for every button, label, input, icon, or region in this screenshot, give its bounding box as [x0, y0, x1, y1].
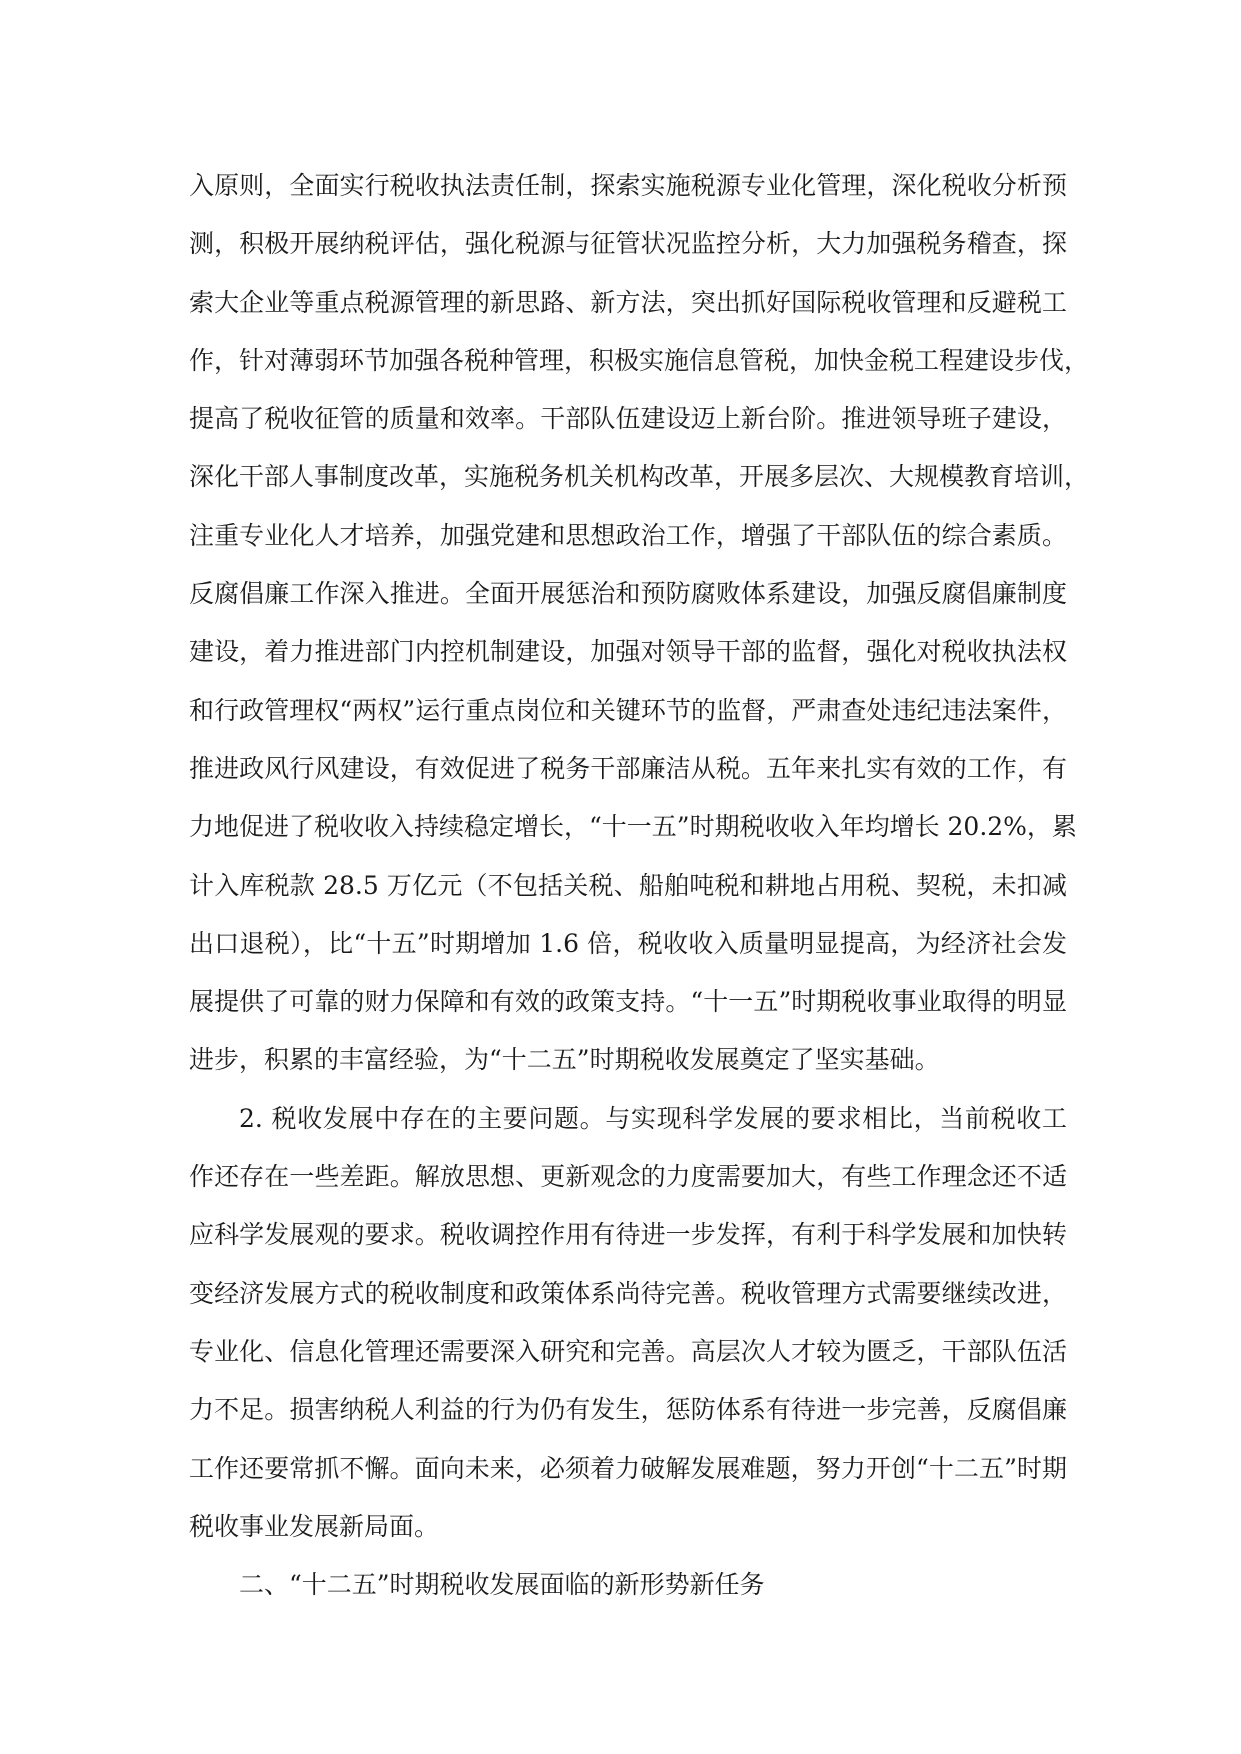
- text-line: 力不足。损害纳税人利益的行为仍有发生，惩防体系有待进一步完善，反腐倡廉: [189, 1395, 1067, 1425]
- text-line: 作还存在一些差距。解放思想、更新观念的力度需要加大，有些工作理念还不适: [189, 1162, 1067, 1192]
- section-heading: 二、“十二五”时期税收发展面临的新形势新任务: [239, 1570, 765, 1600]
- paragraph-achievements: [189, 157, 1090, 1090]
- text-line: 入原则，全面实行税收执法责任制，探索实施税源专业化管理，深化税收分析预: [189, 171, 1067, 200]
- text-line: 测，积极开展纳税评估，强化税源与征管状况监控分析，大力加强税务稽查，探: [189, 229, 1067, 259]
- text-line: 工作还要常抓不懈。面向未来，必须着力破解发展难题，努力开创“十二五”时期: [189, 1453, 1067, 1483]
- text-line: 提高了税收征管的质量和效率。干部队伍建设迈上新台阶。推进领导班子建设，: [189, 404, 1067, 434]
- text-line: 展提供了可靠的财力保障和有效的政策支持。“十一五”时期税收事业取得的明显: [189, 987, 1067, 1017]
- text-line: 2. 税收发展中存在的主要问题。与实现科学发展的要求相比，当前税收工: [239, 1103, 1067, 1133]
- text-line: 计入库税款 28.5 万亿元（不包括关税、船舶吨税和耕地占用税、契税，未扣减: [189, 870, 1067, 900]
- text-line: 作，针对薄弱环节加强各税种管理，积极实施信息管税，加快金税工程建设步伐，: [189, 345, 1090, 375]
- text-line: 应科学发展观的要求。税收调控作用有待进一步发挥，有利于科学发展和加快转: [189, 1220, 1067, 1250]
- text-line: 反腐倡廉工作深入推进。全面开展惩治和预防腐败体系建设，加强反腐倡廉制度: [189, 579, 1067, 609]
- paragraph-main-problems: [189, 1090, 1067, 1556]
- text-line: 注重专业化人才培养，加强党建和思想政治工作，增强了干部队伍的综合素质。: [189, 520, 1067, 550]
- text-line: 税收事业发展新局面。: [189, 1511, 440, 1541]
- section-heading-block: [189, 1556, 1067, 1614]
- text-line: 推进政风行风建设，有效促进了税务干部廉洁从税。五年来扎实有效的工作，有: [189, 753, 1067, 783]
- text-line: 索大企业等重点税源管理的新思路、新方法，突出抓好国际税收管理和反避税工: [189, 287, 1067, 317]
- text-line: 和行政管理权“两权”运行重点岗位和关键环节的监督，严肃查处违纪违法案件，: [189, 695, 1067, 725]
- text-line: 深化干部人事制度改革，实施税务机关机构改革，开展多层次、大规模教育培训，: [189, 462, 1090, 492]
- document-body: [189, 157, 1090, 1614]
- text-line: 出口退税），比“十五”时期增加 1.6 倍，税收收入质量明显提高，为经济社会发: [189, 928, 1067, 958]
- text-line: 专业化、信息化管理还需要深入研究和完善。高层次人才较为匮乏，干部队伍活: [189, 1336, 1067, 1366]
- text-line: 进步，积累的丰富经验，为“十二五”时期税收发展奠定了坚实基础。: [189, 1045, 940, 1075]
- text-line: 建设，着力推进部门内控机制建设，加强对领导干部的监督，强化对税收执法权: [189, 637, 1067, 667]
- text-line: 力地促进了税收收入持续稳定增长，“十一五”时期税收收入年均增长 20.2%，累: [189, 812, 1077, 842]
- text-line: 变经济发展方式的税收制度和政策体系尚待完善。税收管理方式需要继续改进，: [189, 1278, 1067, 1308]
